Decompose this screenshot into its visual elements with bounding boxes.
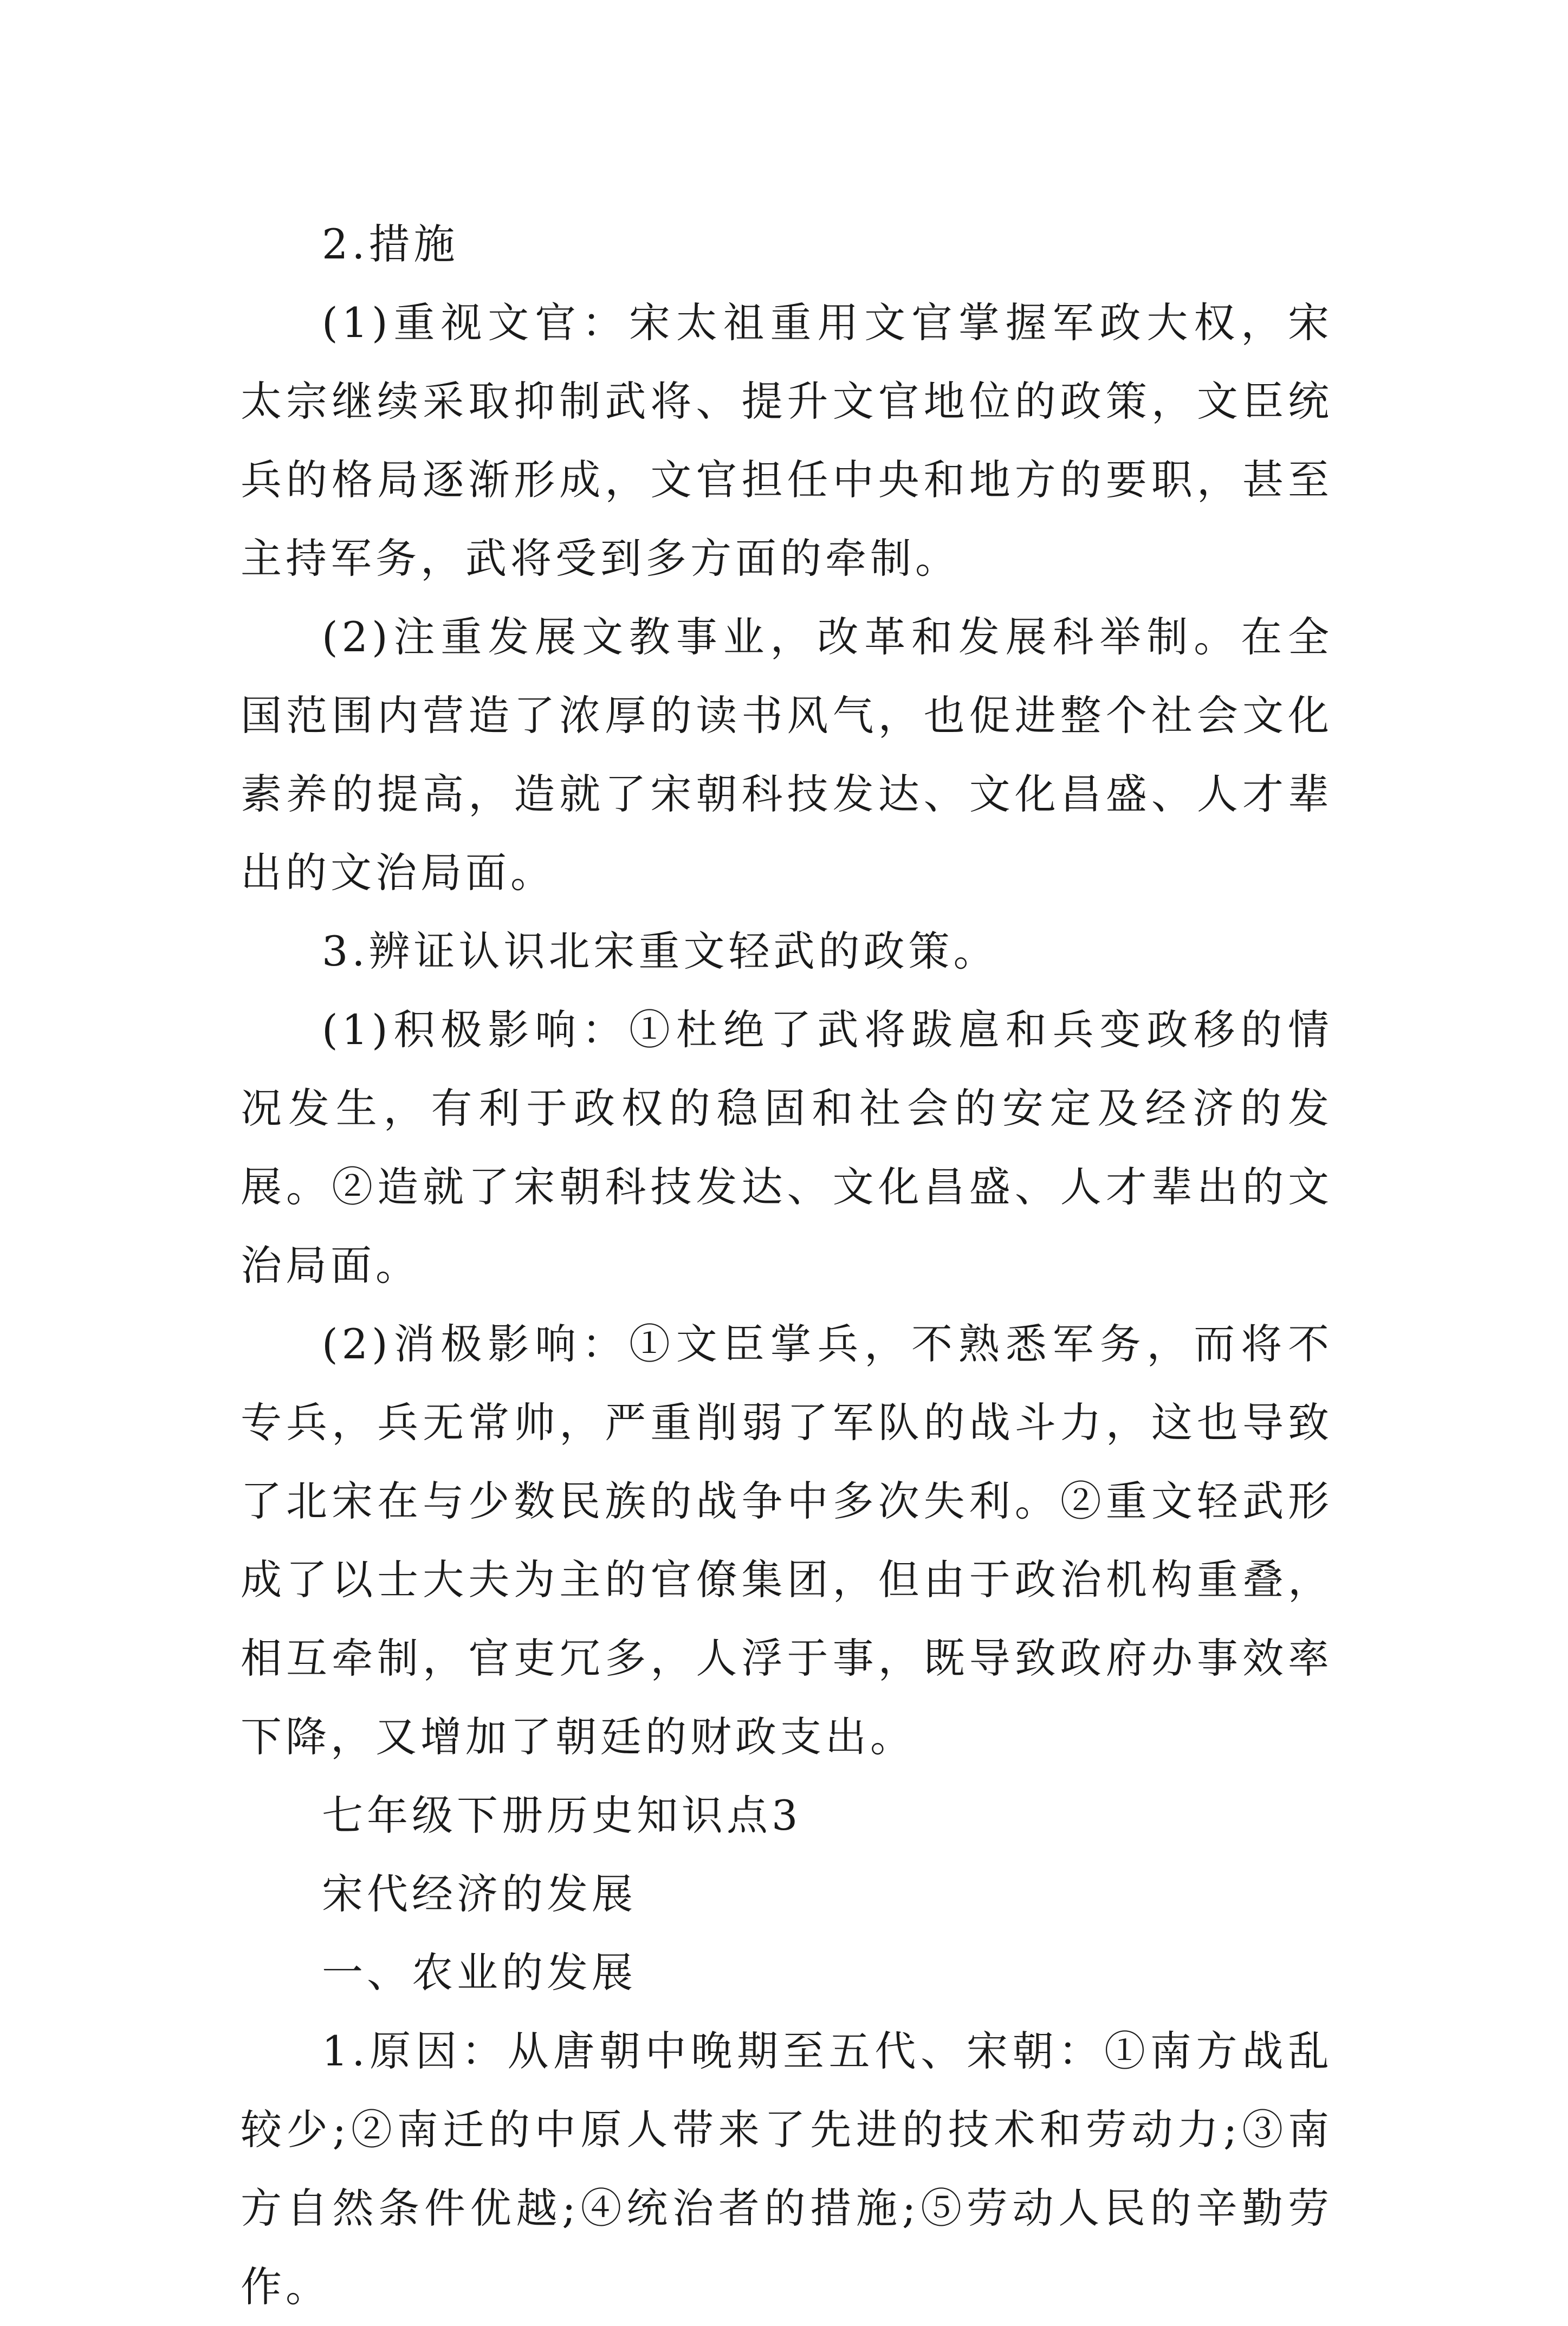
section-heading-dialectical-view: 3.辨证认识北宋重文轻武的政策。 (322, 927, 999, 975)
chapter-title: 七年级下册历史知识点3 (322, 1791, 802, 1839)
paragraph-culture-education: (2)注重发展文教事业，改革和发展科举制。在全国范围内营造了浓厚的读书风气，也促进整个社会文化素养的提高，造就了宋朝科技发达、文化昌盛、人才辈出的文治局面。 (241, 613, 1333, 897)
lesson-title: 宋代经济的发展 (322, 1870, 637, 1918)
paragraph-causes: 1.原因：从唐朝中晚期至五代、宋朝：①南方战乱较少;②南迁的中原人带来了先进的技术和劳动力;③南方自然条件优越;④统治者的措施;⑤劳动人民的辛勤劳作。 (241, 2027, 1333, 2311)
paragraph-emphasis-civil-officials: (1)重视文官：宋太祖重用文官掌握军政大权，宋太宗继续采取抑制武将、提升文官地位的政策，文臣统兵的格局逐渐形成，文官担任中央和地方的要职，甚至主持军务，武将受到多方面的牵制。 (241, 299, 1333, 582)
section-heading-agriculture: 一、农业的发展 (322, 1948, 637, 1997)
section-heading-measures: 2.措施 (322, 220, 459, 268)
paragraph-negative-impact: (2)消极影响：①文臣掌兵，不熟悉军务，而将不专兵，兵无常帅，严重削弱了军队的战斗力，这也导致了北宋在与少数民族的战争中多次失利。②重文轻武形成了以士大夫为主的官僚集团，但由于政治机构重叠，相互牵制，官吏冗多，人浮于事，既导致政府办事效率下降，又增加了朝廷的财政支出。 (241, 1320, 1333, 1761)
document-body (241, 205, 1333, 2326)
paragraph-positive-impact: (1)积极影响：①杜绝了武将跋扈和兵变政移的情况发生，有利于政权的稳固和社会的安定及经济的发展。②造就了宋朝科技发达、文化昌盛、人才辈出的文治局面。 (241, 1006, 1333, 1290)
